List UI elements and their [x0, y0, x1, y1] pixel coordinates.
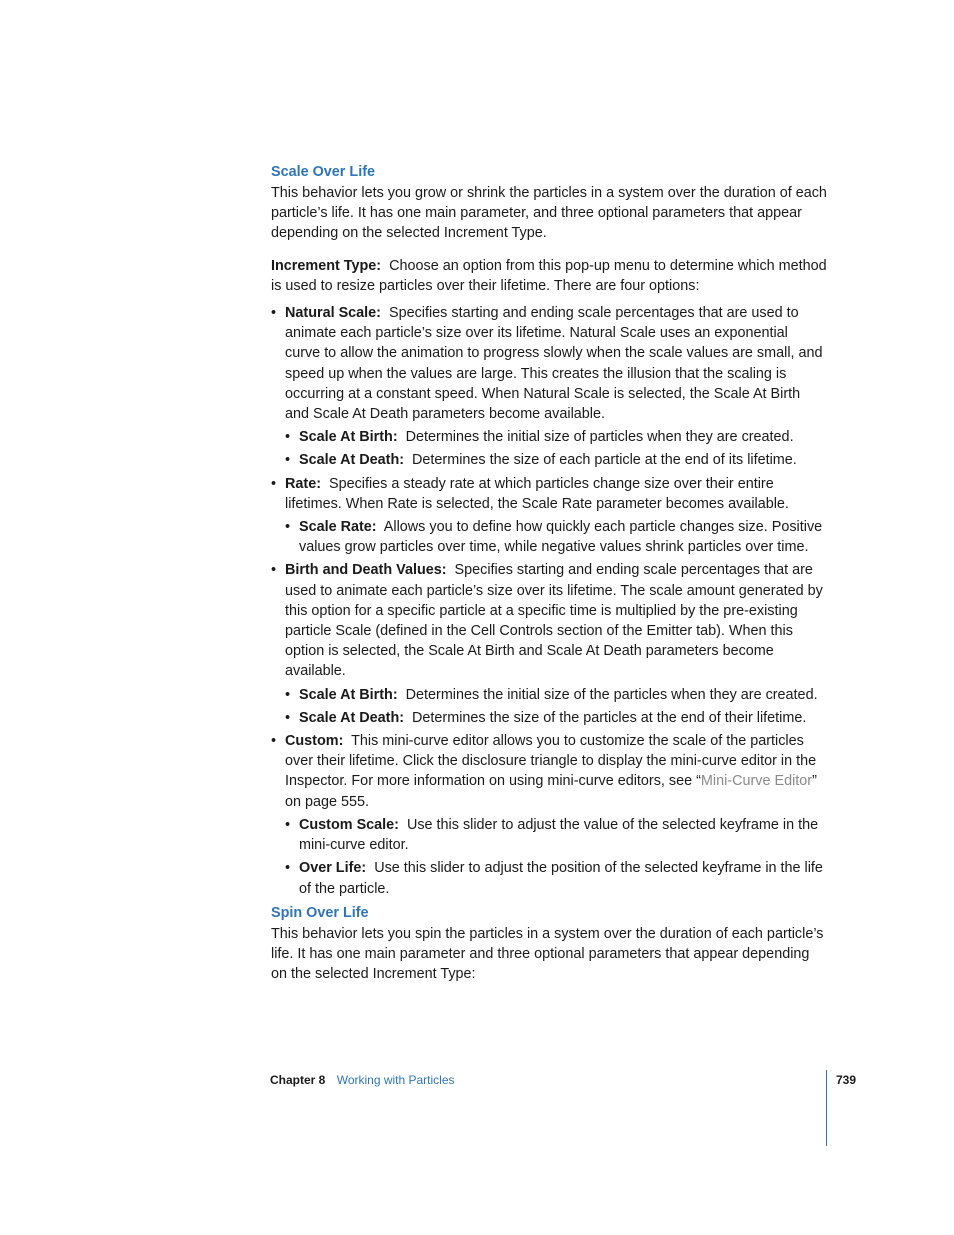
option-text-after-link: ” on page 555. [285, 773, 817, 810]
section-spin-over-life [271, 903, 827, 985]
sub-option-term: Scale At Death: [299, 709, 405, 726]
option-term: Natural Scale: [285, 305, 381, 322]
bullet: • [271, 305, 277, 322]
sub-option-text: Allows you to define how quickly each particle changes size. Positive values grow particles over time, while negative values shrink particles over time. [299, 519, 823, 556]
sub-option-text: Use this slider to adjust the value of the selected keyframe in the mini-curve editor. [299, 816, 819, 854]
increment-type-paragraph [271, 256, 827, 296]
increment-type-term: Increment Type: [271, 257, 382, 274]
list-item-scale-at-death [285, 708, 827, 728]
sub-option-term: Over Life: [299, 860, 367, 877]
option-text-before-link: This mini-curve editor allows you to customize the scale of the particles over their lifetime. Click the disclosure triangle to display the mini-curve editor in the Inspector. For more information on using mini-curve editors, see “ [285, 733, 817, 790]
bullet: • [285, 452, 291, 469]
option-term: Rate: [285, 475, 321, 492]
option-term: Custom: [285, 733, 344, 750]
sub-option-text: Determines the initial size of particles when they are created. [405, 429, 794, 446]
sub-list [285, 685, 827, 728]
sub-list [285, 815, 827, 899]
option-text: Specifies a steady rate at which particles change size over their entire lifetimes. When Rate is selected, the Scale Rate parameter becomes available. [285, 475, 789, 512]
chapter-title-link[interactable]: Working with Particles [336, 1073, 455, 1087]
bullet: • [285, 816, 291, 833]
chapter-label: Chapter 8 [270, 1073, 326, 1087]
page-number: 739 [836, 1073, 857, 1087]
bullet: • [285, 519, 291, 536]
sub-option-term: Scale At Death: [299, 452, 405, 469]
footer-divider [826, 1070, 827, 1146]
list-item-scale-at-birth [285, 685, 827, 705]
bullet: • [271, 475, 277, 492]
page-content [271, 162, 827, 984]
list-item-custom-scale [285, 815, 827, 855]
sub-option-term: Scale At Birth: [299, 686, 398, 703]
sub-option-text: Use this slider to adjust the position of the selected keyframe in the life of the particle. [299, 860, 823, 897]
sub-option-text: Determines the size of the particles at the end of their lifetime. [412, 709, 807, 726]
increment-options-list [271, 303, 827, 899]
mini-curve-editor-link[interactable]: Mini-Curve Editor [700, 773, 813, 790]
section-heading-scale-over-life: Scale Over Life [271, 164, 375, 180]
sub-option-term: Scale Rate: [299, 519, 377, 536]
bullet: • [285, 709, 291, 726]
list-item-natural-scale [271, 303, 827, 471]
increment-type-description: Choose an option from this pop-up menu to determine which method is used to resize particles over their lifetime. There are four options: [271, 257, 827, 294]
bullet: • [285, 860, 291, 877]
sub-option-text: Determines the initial size of the particles when they are created. [405, 686, 818, 703]
section-intro-paragraph: This behavior lets you spin the particles in a system over the duration of each particle’s life. It has one main parameter and three optional parameters that appear depending on the selected Increment Type: [271, 925, 824, 983]
sub-list [285, 427, 827, 470]
sub-option-term: Custom Scale: [299, 816, 399, 833]
sub-option-text: Determines the size of each particle at the end of its lifetime. [412, 452, 797, 469]
list-item-rate [271, 474, 827, 558]
list-item-birth-and-death-values [271, 560, 827, 728]
list-item-scale-at-death [285, 450, 827, 470]
bullet: • [271, 562, 277, 579]
section-intro-paragraph: This behavior lets you grow or shrink the particles in a system over the duration of each particle’s life. It has one main parameter, and three optional parameters that appear depending on the selected Increment Type. [271, 185, 827, 242]
bullet: • [285, 686, 291, 703]
list-item-over-life [285, 858, 827, 898]
list-item-scale-at-birth [285, 427, 827, 447]
list-item-custom [271, 731, 827, 899]
option-text: Specifies starting and ending scale percentages that are used to animate each particle’s size over its lifetime. Natural Scale uses an exponential curve to allow the animation to progress slowly when the scale values are small, and speed up when the values are large. This creates the illusion that the scaling is occurring at a constant speed. When Natural Scale is selected, the Scale At Birth and Scale At Death parameters become available. [285, 305, 823, 423]
sub-option-term: Scale At Birth: [299, 429, 398, 446]
bullet: • [271, 733, 277, 750]
section-heading-spin-over-life: Spin Over Life [271, 904, 369, 921]
page-footer [270, 1072, 455, 1088]
sub-list [285, 517, 827, 557]
option-text: Specifies starting and ending scale percentages that are used to animate each particle’s size over its lifetime. The scale amount generated by this option for a specific particle at a specific time is multiplied by the pre-existing particle Scale (defined in the Cell Controls section of the Emitter tab). When this option is selected, the Scale At Birth and Scale At Death parameters become available. [285, 562, 823, 680]
bullet: • [285, 429, 291, 446]
list-item-scale-rate [285, 517, 827, 557]
option-term: Birth and Death Values: [285, 562, 447, 579]
